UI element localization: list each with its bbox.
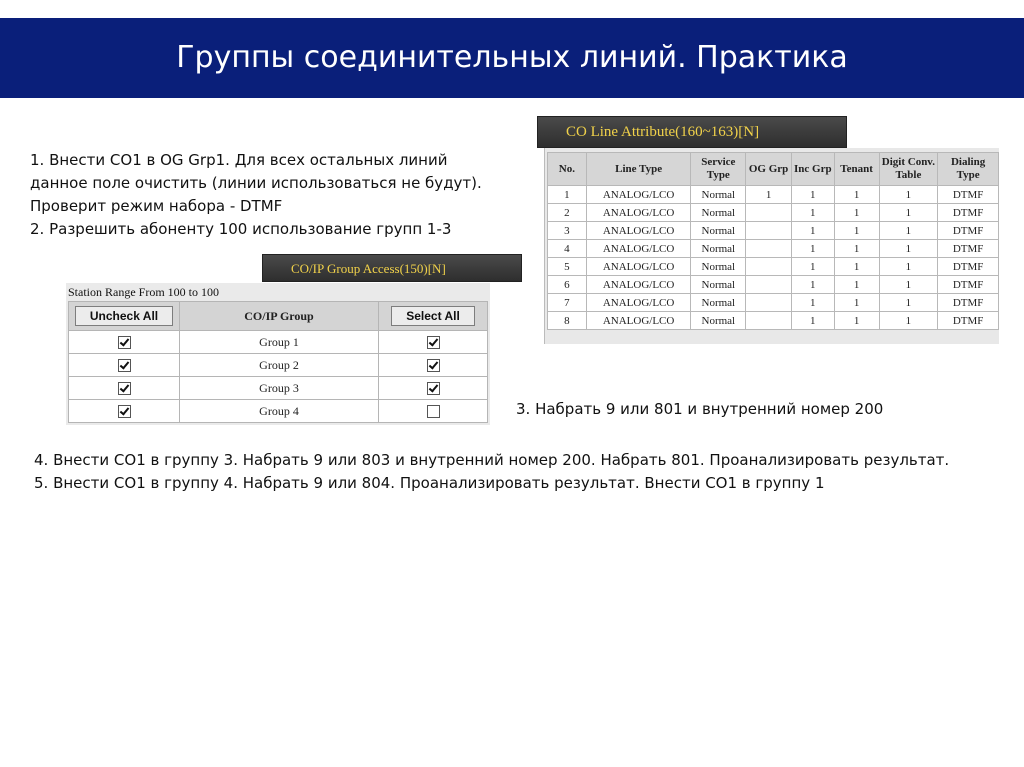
table-cell: ANALOG/LCO [586,186,691,204]
table-cell: 1 [791,276,834,294]
group-checkbox[interactable] [118,336,131,349]
table-cell: Normal [691,204,746,222]
table-cell: 5 [548,258,587,276]
table-cell: DTMF [938,312,999,330]
table-cell: 1 [791,240,834,258]
table-cell: 1 [879,258,938,276]
instruction-line: Проверит режим набора - DTMF [30,197,283,215]
left-checkbox-cell [69,331,180,354]
table-cell: 1 [879,204,938,222]
table-cell: 1 [834,186,879,204]
table-cell: DTMF [938,204,999,222]
group-column-header: CO/IP Group [180,302,379,331]
col-header: Digit Conv. Table [879,153,938,186]
table-cell: 1 [879,222,938,240]
right-checkbox-cell [379,354,488,377]
col-header: OG Grp [746,153,792,186]
table-cell: DTMF [938,294,999,312]
col-header: Dialing Type [938,153,999,186]
table-cell: 2 [548,204,587,222]
instructions-block [30,149,482,241]
co-line-attribute-titlebar [537,116,847,148]
table-cell: ANALOG/LCO [586,276,691,294]
table-cell: 1 [834,240,879,258]
table-cell: 1 [879,312,938,330]
table-row [548,222,999,240]
table-cell: 1 [746,186,792,204]
co-line-attribute-title: CO Line Attribute(160~163)[N] [566,124,760,140]
table-cell: 4 [548,240,587,258]
table-cell [746,204,792,222]
table-cell [746,222,792,240]
table-cell: 1 [834,222,879,240]
instruction-5: 5. Внести СО1 в группу 4. Набрать 9 или 804. Проанализировать результат. Внести СО1 в группу 1 [34,474,825,492]
table-cell: 1 [791,204,834,222]
table-cell: 1 [791,294,834,312]
table-row [548,186,999,204]
table-cell: ANALOG/LCO [586,294,691,312]
table-cell: DTMF [938,258,999,276]
table-row [548,204,999,222]
table-cell: Normal [691,222,746,240]
table-cell: 1 [548,186,587,204]
table-row [548,276,999,294]
table-row [548,294,999,312]
table-cell: Normal [691,240,746,258]
right-checkbox-cell [379,331,488,354]
col-header: No. [548,153,587,186]
table-cell: 7 [548,294,587,312]
table-cell: DTMF [938,186,999,204]
select-all-button[interactable]: Select All [391,306,475,326]
left-checkbox-cell [69,354,180,377]
table-cell: DTMF [938,222,999,240]
left-checkbox-cell [69,377,180,400]
table-cell: 1 [834,276,879,294]
group-row [69,331,488,354]
table-cell: 6 [548,276,587,294]
group-access-panel [66,283,490,425]
group-label: Group 4 [180,400,379,423]
table-cell: ANALOG/LCO [586,258,691,276]
col-header: Inc Grp [791,153,834,186]
col-header: Service Type [691,153,746,186]
co-line-attribute-panel [544,148,999,344]
table-cell [746,294,792,312]
station-range-label: Station Range From 100 to 100 [68,285,219,299]
group-access-table [68,301,488,423]
slide-title: Группы соединительных линий. Практика [176,40,848,75]
table-cell: ANALOG/LCO [586,204,691,222]
col-header: Line Type [586,153,691,186]
table-cell: Normal [691,186,746,204]
col-header: Tenant [834,153,879,186]
group-label: Group 1 [180,331,379,354]
right-checkbox-cell [379,400,488,423]
uncheck-all-button[interactable]: Uncheck All [75,306,173,326]
table-row [548,240,999,258]
select-all-cell [379,302,488,331]
instruction-3: 3. Набрать 9 или 801 и внутренний номер 200 [516,400,884,418]
table-cell: 1 [834,204,879,222]
table-cell: 1 [879,294,938,312]
right-checkbox-cell [379,377,488,400]
table-cell: DTMF [938,276,999,294]
group-checkbox[interactable] [427,359,440,372]
table-cell: ANALOG/LCO [586,312,691,330]
table-cell [746,258,792,276]
instruction-4: 4. Внести СО1 в группу 3. Набрать 9 или 803 и внутренний номер 200. Набрать 801. Проанализировать результат. [34,451,950,469]
group-checkbox[interactable] [427,382,440,395]
group-row [69,400,488,423]
instruction-line: 2. Разрешить абоненту 100 использование групп 1-3 [30,220,452,238]
table-cell: 1 [879,186,938,204]
table-cell: 1 [791,222,834,240]
group-checkbox[interactable] [427,336,440,349]
table-cell [746,240,792,258]
instruction-line: данное поле очистить (линии использоваться не будут). [30,174,482,192]
table-cell: 1 [791,258,834,276]
slide-header [0,18,1024,98]
uncheck-all-cell [69,302,180,331]
table-cell [746,312,792,330]
group-row [69,377,488,400]
table-cell: 1 [791,186,834,204]
table-cell: ANALOG/LCO [586,240,691,258]
co-line-table [547,152,999,330]
table-cell: 1 [834,294,879,312]
table-cell: Normal [691,276,746,294]
table-cell: ANALOG/LCO [586,222,691,240]
left-checkbox-cell [69,400,180,423]
group-access-title: CO/IP Group Access(150)[N] [291,261,446,276]
table-cell: Normal [691,312,746,330]
group-label: Group 2 [180,354,379,377]
group-access-titlebar [262,254,522,282]
table-cell: 1 [834,258,879,276]
table-cell: Normal [691,294,746,312]
table-cell: 1 [791,312,834,330]
table-cell: DTMF [938,240,999,258]
group-row [69,354,488,377]
group-checkbox[interactable] [118,405,131,418]
table-cell: 1 [879,240,938,258]
table-cell [746,276,792,294]
group-checkbox[interactable] [427,405,440,418]
table-cell: 1 [834,312,879,330]
group-checkbox[interactable] [118,359,131,372]
table-cell: 8 [548,312,587,330]
table-cell: 3 [548,222,587,240]
instruction-line: 1. Внести СО1 в OG Grp1. Для всех остальных линий [30,151,448,169]
table-cell: 1 [879,276,938,294]
group-label: Group 3 [180,377,379,400]
table-cell: Normal [691,258,746,276]
table-row [548,258,999,276]
table-row [548,312,999,330]
group-checkbox[interactable] [118,382,131,395]
